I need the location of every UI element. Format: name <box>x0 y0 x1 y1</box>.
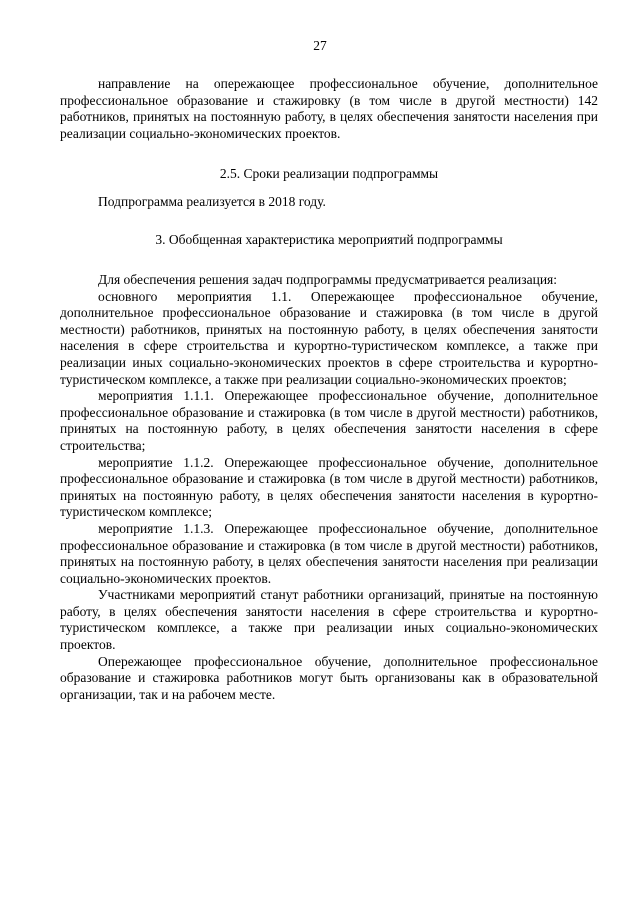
page-number: 27 <box>313 38 327 53</box>
section-3-paragraph: мероприятие 1.1.2. Опережающее профессиональное обучение, дополнительное профессиональное образование и стажировка (в том числе в другой местности) работников, принятых на постоянную работу, в целях обеспечения занятости населения в курортно-туристическом комплексе; <box>60 454 598 520</box>
section-3-paragraph: мероприятие 1.1.3. Опережающее профессиональное обучение, дополнительное профессиональное образование и стажировка (в том числе в другой местности) работников, принятых на постоянную работу, в целях обеспечения занятости населения при реализации социально-экономических проектов. <box>60 520 598 586</box>
section-3-paragraph: основного мероприятия 1.1. Опережающее профессиональное обучение, дополнительное профессиональное образование и стажировка (в том числе в другой местности) работников, принятых на постоянную работу, в целях обеспечения занятости населения в сфере строительства и курортно-туристическом комплексе, а также при реализации иных социально-экономических проектов в сфере строительства и курортно-туристическом комплексе, а также при реализации социально-экономических проектов; <box>60 288 598 387</box>
section-2-5-text: Подпрограмма реализуется в 2018 году. <box>98 194 326 209</box>
intro-block <box>60 76 598 142</box>
section-3-body <box>60 272 598 703</box>
section-3-paragraph: мероприятия 1.1.1. Опережающее профессиональное обучение, дополнительное профессиональное образование и стажировка (в том числе в другой местности) работников, принятых на постоянную работу, в целях обеспечения занятости населения в сфере строительства; <box>60 388 598 453</box>
section-3-paragraph: Опережающее профессиональное обучение, дополнительное профессиональное образование и стажировка работников могут быть организованы как в образовательной организации, так и на рабочем месте. <box>60 653 598 702</box>
section-2-5-heading: 2.5. Сроки реализации подпрограммы <box>219 166 439 181</box>
section-3-paragraph: Для обеспечения решения задач подпрограммы предусматривается реализация: <box>98 272 558 287</box>
section-3-paragraph: Участниками мероприятий станут работники организаций, принятые на постоянную работу, в целях обеспечения занятости населения в сфере строительства и курортно-туристическом комплексе, а также при реализации иных социально-экономических проектов. <box>60 587 598 653</box>
section-3-heading: 3. Обобщенная характеристика мероприятий подпрограммы <box>155 232 503 247</box>
section-2-5-body <box>60 194 598 211</box>
intro-paragraph: направление на опережающее профессиональное обучение, дополнительное профессиональное образование и стажировку (в том числе в другой местности) 142 работников, принятых на постоянную работу, в целях обеспечения занятости населения при реализации социально-экономических проектов. <box>60 76 598 141</box>
